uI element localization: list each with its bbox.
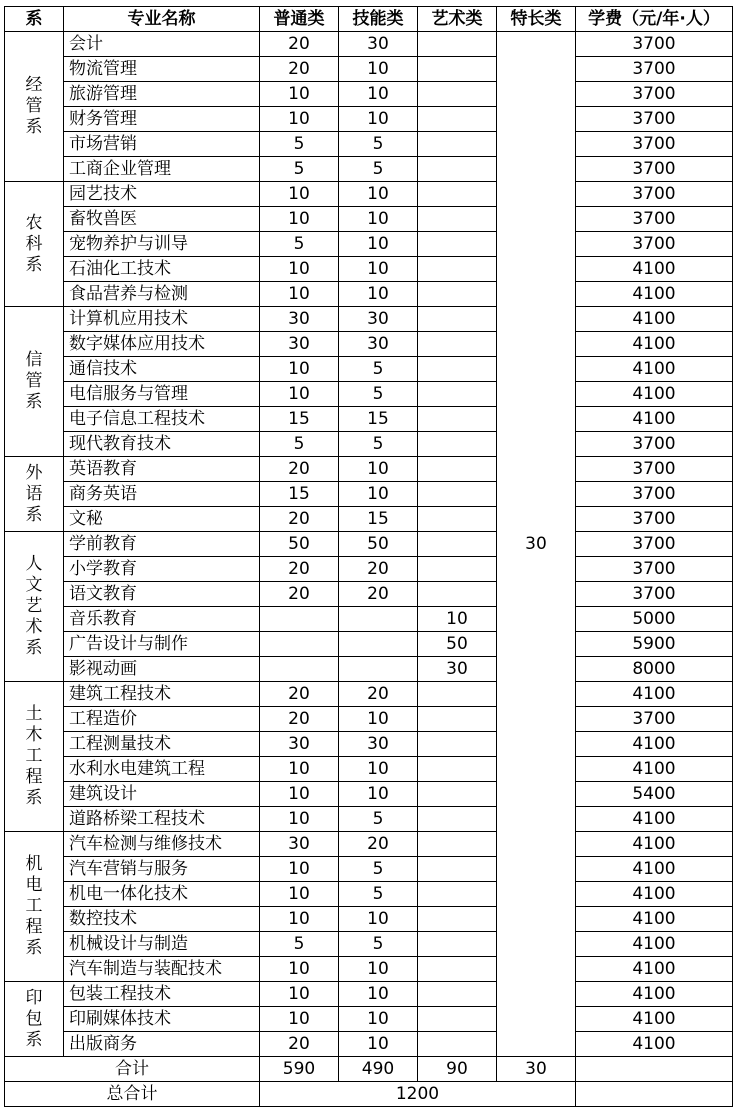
tuition-fee: 4100	[576, 332, 733, 357]
tuition-fee: 3700	[576, 57, 733, 82]
dept-name: 印包系	[25, 987, 43, 1050]
skill-count: 10	[339, 1032, 418, 1057]
table-row	[5, 682, 733, 707]
table-row	[5, 557, 733, 582]
skill-count: 10	[339, 232, 418, 257]
art-count	[418, 457, 497, 482]
skill-count: 10	[339, 107, 418, 132]
tuition-fee: 3700	[576, 107, 733, 132]
tuition-fee: 4100	[576, 682, 733, 707]
table-row	[5, 532, 733, 557]
tuition-fee: 4100	[576, 407, 733, 432]
tuition-fee: 3700	[576, 157, 733, 182]
skill-count: 10	[339, 207, 418, 232]
major-name: 物流管理	[64, 57, 260, 82]
skill-count: 5	[339, 807, 418, 832]
skill-count	[339, 632, 418, 657]
art-count	[418, 932, 497, 957]
major-name: 市场营销	[64, 132, 260, 157]
major-name: 广告设计与制作	[64, 632, 260, 657]
special-count: 30	[497, 32, 576, 1057]
tuition-fee: 3700	[576, 582, 733, 607]
major-name: 语文教育	[64, 582, 260, 607]
skill-count: 10	[339, 482, 418, 507]
major-name: 机电一体化技术	[64, 882, 260, 907]
dept-name: 经管系	[25, 75, 43, 137]
art-count	[418, 57, 497, 82]
subtotal-label: 合计	[5, 1057, 260, 1082]
art-count	[418, 407, 497, 432]
major-name: 通信技术	[64, 357, 260, 382]
general-count: 20	[260, 1032, 339, 1057]
subtotal-art: 90	[418, 1057, 497, 1082]
art-count	[418, 257, 497, 282]
art-count	[418, 207, 497, 232]
subtotal-fee-empty	[576, 1057, 733, 1082]
art-count	[418, 957, 497, 982]
table-row	[5, 207, 733, 232]
general-count: 20	[260, 57, 339, 82]
tuition-fee: 4100	[576, 907, 733, 932]
general-count: 10	[260, 957, 339, 982]
dept-cell	[5, 682, 64, 832]
art-count	[418, 832, 497, 857]
header-row	[5, 7, 733, 32]
art-count	[418, 682, 497, 707]
header-art: 艺术类	[418, 7, 497, 32]
tuition-fee: 3700	[576, 507, 733, 532]
major-name: 计算机应用技术	[64, 307, 260, 332]
art-count: 50	[418, 632, 497, 657]
table-row	[5, 182, 733, 207]
dept-name: 信管系	[25, 350, 43, 412]
tuition-fee: 4100	[576, 257, 733, 282]
general-count: 10	[260, 207, 339, 232]
tuition-fee: 3700	[576, 457, 733, 482]
table-row	[5, 507, 733, 532]
tuition-fee: 3700	[576, 482, 733, 507]
dept-name: 土木工程系	[25, 704, 43, 808]
general-count: 10	[260, 182, 339, 207]
skill-count: 5	[339, 932, 418, 957]
skill-count: 15	[339, 407, 418, 432]
skill-count: 10	[339, 82, 418, 107]
general-count: 5	[260, 232, 339, 257]
tuition-fee: 4100	[576, 1007, 733, 1032]
major-name: 机械设计与制造	[64, 932, 260, 957]
general-count: 10	[260, 857, 339, 882]
general-count: 10	[260, 282, 339, 307]
table-row	[5, 307, 733, 332]
major-name: 工程测量技术	[64, 732, 260, 757]
general-count: 10	[260, 807, 339, 832]
dept-name: 外语系	[25, 462, 43, 525]
skill-count: 10	[339, 757, 418, 782]
art-count	[418, 282, 497, 307]
art-count	[418, 307, 497, 332]
art-count	[418, 757, 497, 782]
major-name: 现代教育技术	[64, 432, 260, 457]
subtotal-row	[5, 1057, 733, 1082]
major-name: 食品营养与检测	[64, 282, 260, 307]
art-count	[418, 507, 497, 532]
header-general: 普通类	[260, 7, 339, 32]
header-special: 特长类	[497, 7, 576, 32]
skill-count: 10	[339, 907, 418, 932]
tuition-fee: 5400	[576, 782, 733, 807]
table-row	[5, 732, 733, 757]
header-skill: 技能类	[339, 7, 418, 32]
major-name: 出版商务	[64, 1032, 260, 1057]
art-count	[418, 732, 497, 757]
tuition-fee: 4100	[576, 1032, 733, 1057]
dept-name: 农科系	[25, 212, 43, 275]
general-count	[260, 607, 339, 632]
tuition-fee: 4100	[576, 732, 733, 757]
tuition-fee: 4100	[576, 307, 733, 332]
tuition-fee: 3700	[576, 132, 733, 157]
table-row	[5, 857, 733, 882]
general-count: 5	[260, 132, 339, 157]
dept-cell	[5, 32, 64, 182]
tuition-fee: 4100	[576, 882, 733, 907]
major-name: 小学教育	[64, 557, 260, 582]
art-count	[418, 707, 497, 732]
tuition-fee: 4100	[576, 957, 733, 982]
art-count	[418, 332, 497, 357]
dept-cell	[5, 182, 64, 307]
general-count: 10	[260, 357, 339, 382]
major-name: 石油化工技术	[64, 257, 260, 282]
art-count	[418, 1032, 497, 1057]
tuition-fee: 4100	[576, 807, 733, 832]
major-name: 影视动画	[64, 657, 260, 682]
art-count	[418, 557, 497, 582]
table-row	[5, 257, 733, 282]
major-name: 汽车营销与服务	[64, 857, 260, 882]
dept-cell	[5, 307, 64, 457]
skill-count: 30	[339, 332, 418, 357]
skill-count: 5	[339, 857, 418, 882]
general-count	[260, 657, 339, 682]
major-name: 工程造价	[64, 707, 260, 732]
table-row	[5, 432, 733, 457]
skill-count	[339, 607, 418, 632]
grand-total-value: 1200	[260, 1082, 576, 1107]
skill-count: 30	[339, 307, 418, 332]
major-name: 工商企业管理	[64, 157, 260, 182]
tuition-fee: 3700	[576, 207, 733, 232]
dept-cell	[5, 832, 64, 982]
art-count	[418, 182, 497, 207]
table-row	[5, 1032, 733, 1057]
art-count	[418, 82, 497, 107]
major-name: 数字媒体应用技术	[64, 332, 260, 357]
subtotal-special: 30	[497, 1057, 576, 1082]
table-row	[5, 982, 733, 1007]
tuition-fee: 4100	[576, 282, 733, 307]
tuition-fee: 4100	[576, 832, 733, 857]
table-row	[5, 82, 733, 107]
major-name: 建筑工程技术	[64, 682, 260, 707]
general-count: 10	[260, 757, 339, 782]
general-count: 30	[260, 732, 339, 757]
skill-count: 5	[339, 132, 418, 157]
major-name: 英语教育	[64, 457, 260, 482]
major-name: 会计	[64, 32, 260, 57]
grand-total-label: 总合计	[5, 1082, 260, 1107]
tuition-fee: 3700	[576, 182, 733, 207]
header-major: 专业名称	[64, 7, 260, 32]
general-count: 30	[260, 332, 339, 357]
art-count: 30	[418, 657, 497, 682]
skill-count: 5	[339, 382, 418, 407]
skill-count: 10	[339, 457, 418, 482]
tuition-fee: 3700	[576, 707, 733, 732]
major-name: 数控技术	[64, 907, 260, 932]
dept-name: 机电工程系	[25, 854, 43, 958]
general-count: 10	[260, 82, 339, 107]
subtotal-general: 590	[260, 1057, 339, 1082]
table-row	[5, 357, 733, 382]
dept-cell	[5, 982, 64, 1057]
tuition-fee: 4100	[576, 932, 733, 957]
art-count	[418, 807, 497, 832]
skill-count: 20	[339, 682, 418, 707]
skill-count: 20	[339, 557, 418, 582]
subtotal-skill: 490	[339, 1057, 418, 1082]
general-count: 15	[260, 482, 339, 507]
table-row	[5, 957, 733, 982]
major-name: 畜牧兽医	[64, 207, 260, 232]
major-name: 商务英语	[64, 482, 260, 507]
general-count: 10	[260, 907, 339, 932]
table-row	[5, 32, 733, 57]
art-count: 10	[418, 607, 497, 632]
general-count: 5	[260, 432, 339, 457]
tuition-fee: 5000	[576, 607, 733, 632]
skill-count: 10	[339, 1007, 418, 1032]
art-count	[418, 382, 497, 407]
table-row	[5, 57, 733, 82]
table-row	[5, 232, 733, 257]
skill-count: 10	[339, 982, 418, 1007]
tuition-fee: 3700	[576, 32, 733, 57]
general-count: 10	[260, 107, 339, 132]
tuition-fee: 4100	[576, 382, 733, 407]
dept-name: 人文艺术系	[25, 554, 43, 658]
table-row	[5, 457, 733, 482]
header-fee: 学费（元/年·人）	[576, 7, 733, 32]
major-name: 音乐教育	[64, 607, 260, 632]
art-count	[418, 482, 497, 507]
major-name: 学前教育	[64, 532, 260, 557]
general-count: 10	[260, 782, 339, 807]
art-count	[418, 432, 497, 457]
tuition-fee: 3700	[576, 557, 733, 582]
major-name: 电子信息工程技术	[64, 407, 260, 432]
skill-count: 10	[339, 707, 418, 732]
general-count: 15	[260, 407, 339, 432]
art-count	[418, 1007, 497, 1032]
general-count: 20	[260, 457, 339, 482]
skill-count: 5	[339, 882, 418, 907]
tuition-fee: 4100	[576, 857, 733, 882]
general-count: 20	[260, 32, 339, 57]
tuition-fee: 4100	[576, 757, 733, 782]
tuition-fee: 8000	[576, 657, 733, 682]
skill-count: 10	[339, 57, 418, 82]
general-count: 10	[260, 982, 339, 1007]
general-count: 10	[260, 1007, 339, 1032]
tuition-fee: 3700	[576, 232, 733, 257]
art-count	[418, 107, 497, 132]
tuition-fee: 3700	[576, 532, 733, 557]
art-count	[418, 582, 497, 607]
tuition-fee: 3700	[576, 432, 733, 457]
skill-count: 10	[339, 782, 418, 807]
table-row	[5, 1007, 733, 1032]
general-count: 5	[260, 157, 339, 182]
general-count: 10	[260, 882, 339, 907]
art-count	[418, 782, 497, 807]
art-count	[418, 32, 497, 57]
skill-count: 10	[339, 957, 418, 982]
general-count: 50	[260, 532, 339, 557]
art-count	[418, 907, 497, 932]
dept-cell	[5, 532, 64, 682]
art-count	[418, 857, 497, 882]
table-row	[5, 157, 733, 182]
table-body	[5, 32, 733, 1057]
skill-count: 5	[339, 357, 418, 382]
tuition-fee: 4100	[576, 357, 733, 382]
general-count: 5	[260, 932, 339, 957]
general-count: 20	[260, 507, 339, 532]
major-name: 园艺技术	[64, 182, 260, 207]
general-count: 20	[260, 682, 339, 707]
major-name: 水利水电建筑工程	[64, 757, 260, 782]
skill-count: 30	[339, 32, 418, 57]
table-row	[5, 932, 733, 957]
table-row	[5, 582, 733, 607]
major-name: 旅游管理	[64, 82, 260, 107]
tuition-fee: 3700	[576, 82, 733, 107]
art-count	[418, 157, 497, 182]
table-row	[5, 332, 733, 357]
general-count: 20	[260, 582, 339, 607]
general-count: 30	[260, 307, 339, 332]
general-count: 10	[260, 257, 339, 282]
skill-count: 5	[339, 432, 418, 457]
header-dept: 系	[5, 7, 64, 32]
table-row	[5, 757, 733, 782]
major-name: 汽车检测与维修技术	[64, 832, 260, 857]
tuition-fee: 4100	[576, 982, 733, 1007]
tuition-fee: 5900	[576, 632, 733, 657]
general-count: 20	[260, 707, 339, 732]
art-count	[418, 232, 497, 257]
skill-count: 10	[339, 282, 418, 307]
general-count: 10	[260, 382, 339, 407]
major-name: 包装工程技术	[64, 982, 260, 1007]
table-row	[5, 832, 733, 857]
major-name: 宠物养护与训导	[64, 232, 260, 257]
table-row	[5, 382, 733, 407]
major-name: 印刷媒体技术	[64, 1007, 260, 1032]
table-row	[5, 657, 733, 682]
general-count	[260, 632, 339, 657]
table-row	[5, 807, 733, 832]
skill-count	[339, 657, 418, 682]
major-name: 电信服务与管理	[64, 382, 260, 407]
art-count	[418, 982, 497, 1007]
skill-count: 20	[339, 582, 418, 607]
art-count	[418, 357, 497, 382]
table-row	[5, 907, 733, 932]
table-row	[5, 282, 733, 307]
art-count	[418, 882, 497, 907]
table-row	[5, 632, 733, 657]
art-count	[418, 132, 497, 157]
table-row	[5, 607, 733, 632]
table-row	[5, 782, 733, 807]
major-name: 道路桥梁工程技术	[64, 807, 260, 832]
major-name: 建筑设计	[64, 782, 260, 807]
grand-total-fee-empty	[576, 1082, 733, 1107]
skill-count: 50	[339, 532, 418, 557]
major-name: 文秘	[64, 507, 260, 532]
skill-count: 10	[339, 257, 418, 282]
table-row	[5, 707, 733, 732]
skill-count: 10	[339, 182, 418, 207]
skill-count: 15	[339, 507, 418, 532]
grand-total-row	[5, 1082, 733, 1107]
major-name: 财务管理	[64, 107, 260, 132]
table-row	[5, 882, 733, 907]
general-count: 30	[260, 832, 339, 857]
table-row	[5, 107, 733, 132]
skill-count: 30	[339, 732, 418, 757]
table-row	[5, 482, 733, 507]
enrollment-table	[4, 6, 733, 1107]
skill-count: 5	[339, 157, 418, 182]
major-name: 汽车制造与装配技术	[64, 957, 260, 982]
dept-cell	[5, 457, 64, 532]
general-count: 20	[260, 557, 339, 582]
table-row	[5, 407, 733, 432]
art-count	[418, 532, 497, 557]
skill-count: 20	[339, 832, 418, 857]
table-row	[5, 132, 733, 157]
